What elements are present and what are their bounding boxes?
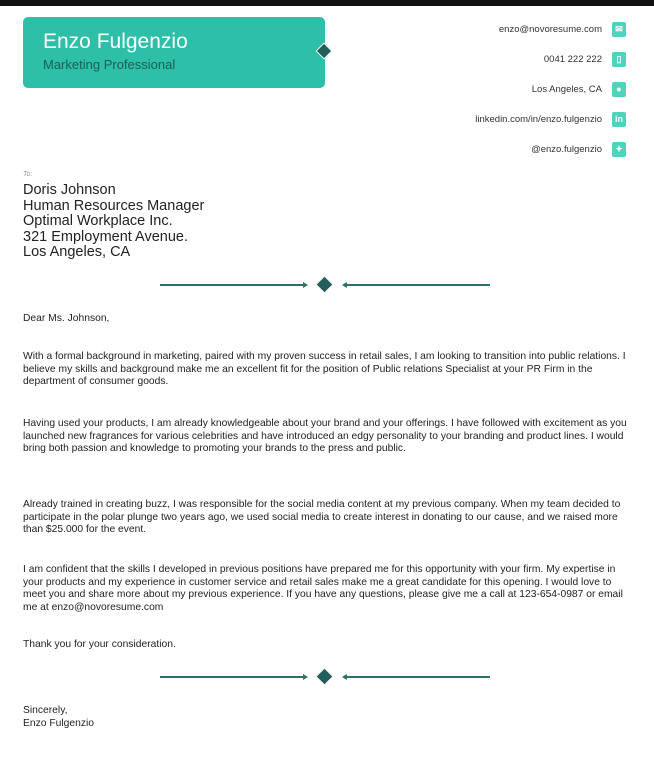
recipient-name: Doris Johnson (23, 182, 116, 198)
paragraph: Already trained in creating buzz, I was responsible for the social media content at my previous company. When my team decided to participate in the polar plunge two years ago, we used social media to create interest in donating to our cause, and we raised more than $25.000 for the event. (23, 499, 621, 535)
paragraph: Having used your products, I am already knowledgeable about your brand and your offerings. I have followed with excitement as you launched new fragrances for various celebrities and have introduced an edgy personality to your branding and product lines. I would bring both passion and knowledge to promoting your brands to the press and public. (23, 418, 627, 454)
recipient-block (23, 183, 204, 261)
recipient-company: Optimal Workplace Inc. (23, 213, 173, 230)
thanks-line: Thank you for your consideration. (23, 639, 176, 650)
contact-location (475, 74, 626, 104)
paragraph: I am confident that the skills I developed in previous positions have prepared me for this opportunity with your firm. My expertise in your products and my experience in customer service and retail sales make me a great candidate for this opening. I would love to meet you and share more about my previous experience. If you have any questions, please give me a call at 123-654-0987 or email me at enzo@novoresume.com (23, 564, 623, 613)
divider-bottom (160, 670, 490, 684)
greeting: Dear Ms. Johnson, (23, 313, 110, 324)
signature: Enzo Fulgenzio (23, 718, 94, 729)
closing: Sincerely, (23, 705, 68, 716)
recipient-role: Human Resources Manager (23, 197, 205, 214)
linkedin-icon: in (612, 112, 626, 127)
contact-text: 0041 222 222 (543, 53, 602, 65)
phone-icon: ▯ (612, 52, 626, 67)
top-bar (0, 0, 654, 6)
paragraph: With a formal background in marketing, paired with my proven success in retail sales, I am looking to transition into public relations. I believe my skills and background make me an excellent fit for the position of Public relations Specialist at your PR Firm in the department of consumer goods. (23, 351, 626, 387)
contact-email[interactable] (475, 14, 626, 44)
applicant-name: Enzo Fulgenzio (43, 30, 188, 53)
recipient-city: Los Angeles, CA (23, 244, 131, 261)
contact-text: linkedin.com/in/enzo.fulgenzio (475, 113, 602, 125)
contact-phone[interactable] (475, 44, 626, 74)
email-icon: ✉ (612, 22, 626, 37)
contact-text: Los Angeles, CA (531, 83, 602, 95)
contact-linkedin[interactable] (475, 104, 626, 134)
location-icon: ● (612, 82, 626, 97)
contact-text: enzo@novoresume.com (498, 23, 602, 35)
header-banner (23, 17, 325, 88)
contact-list (475, 14, 626, 164)
recipient-address: 321 Employment Avenue. (23, 228, 188, 245)
twitter-icon: ✦ (612, 142, 626, 157)
divider-top (160, 278, 490, 292)
to-label: To: (23, 171, 33, 178)
applicant-title: Marketing Professional (43, 57, 176, 72)
contact-twitter[interactable] (475, 134, 626, 164)
contact-text: @enzo.fulgenzio (531, 143, 602, 155)
